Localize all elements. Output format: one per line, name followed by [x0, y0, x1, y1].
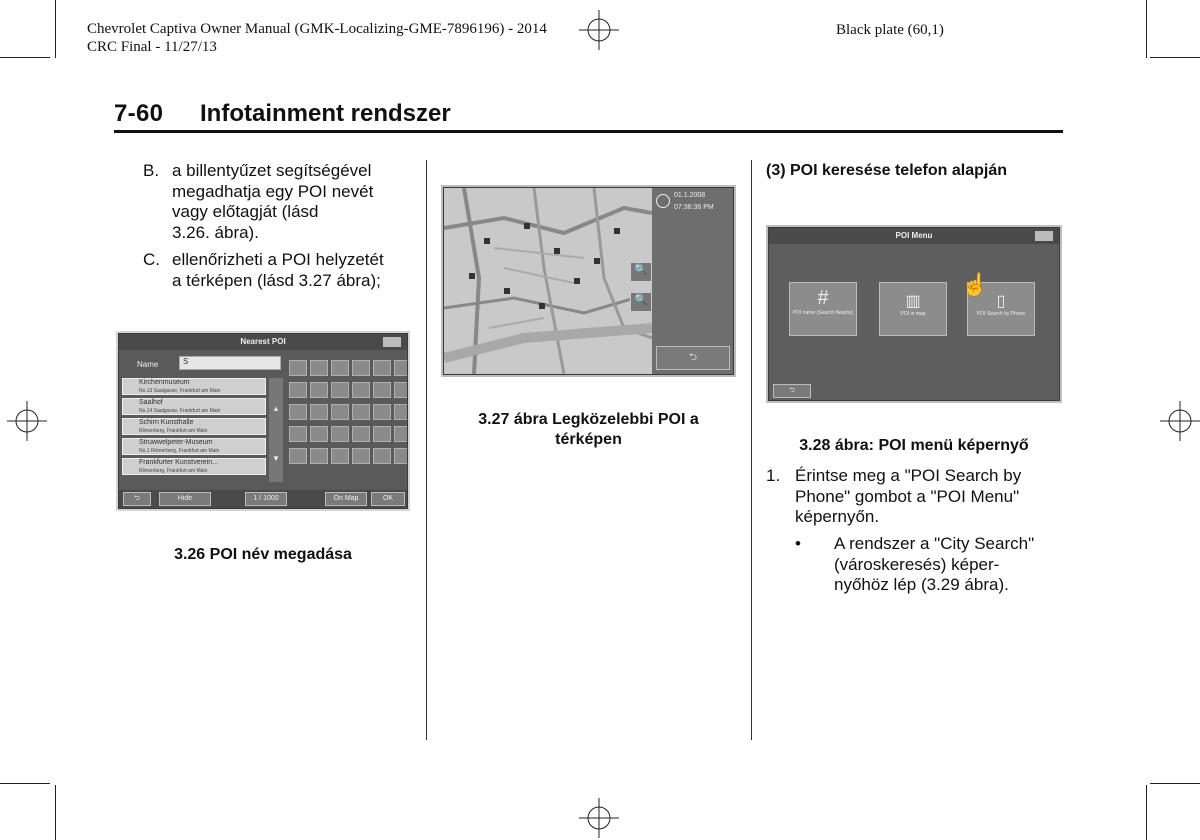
column-divider [751, 160, 752, 740]
text-line: nyőhöz lép (3.29 ábra). [834, 575, 1009, 594]
list-item[interactable]: Saalhof No.14 Saalgasse, Frankfurt am Main [122, 398, 266, 415]
list-item-c-letter: C. [143, 250, 160, 269]
list-item[interactable]: Struwwelpeter-Museum No.1 Römerberg, Frankfurt am Main [122, 438, 266, 455]
result-count: 1 / 1000 [245, 492, 287, 506]
key[interactable] [394, 448, 408, 464]
registration-mark-icon [579, 10, 619, 50]
column-divider [426, 160, 427, 740]
button-label: POI Search by Phone [976, 311, 1026, 317]
back-button[interactable]: ⮌ [656, 346, 730, 370]
back-button[interactable]: ⮌ [773, 384, 811, 398]
figure-poi-name-entry [116, 331, 410, 511]
key[interactable] [310, 382, 328, 398]
key[interactable] [352, 404, 370, 420]
key[interactable] [394, 360, 408, 376]
key[interactable] [331, 382, 349, 398]
header-meta [87, 20, 547, 56]
screen-nearest-poi [118, 333, 408, 509]
crop-mark [0, 783, 50, 784]
settings-icon [383, 337, 401, 347]
on-map-button[interactable]: On Map [325, 492, 367, 506]
text-line: megadhatja egy POI nevét [172, 181, 374, 201]
key[interactable] [394, 382, 408, 398]
text-line: 3.26. ábra). [172, 222, 259, 242]
map-canvas[interactable] [444, 188, 652, 374]
key[interactable] [352, 360, 370, 376]
figure-caption-3-26: 3.26 POI név megadása [174, 546, 352, 563]
crop-mark [1150, 783, 1200, 784]
screen-map [443, 187, 734, 375]
text-line: A rendszer a "City Search" [834, 534, 1035, 553]
crop-mark [0, 57, 50, 58]
key[interactable] [352, 448, 370, 464]
list-item-c [172, 250, 384, 291]
zoom-out-icon[interactable]: 🔍 [630, 292, 652, 312]
map-side-panel [652, 188, 733, 374]
key[interactable] [331, 448, 349, 464]
figure-poi-menu [766, 225, 1062, 403]
key[interactable] [373, 382, 391, 398]
key[interactable] [289, 448, 307, 464]
text-line: a térképen (lásd 3.27 ábra); [172, 270, 381, 290]
keyboard [289, 360, 408, 464]
key[interactable] [373, 426, 391, 442]
bullet-text [834, 534, 1034, 596]
crop-mark [1146, 0, 1147, 58]
caption-line: 3.27 ábra Legközelebbi POI a [478, 411, 699, 428]
key[interactable] [394, 426, 408, 442]
phone-icon: ▯ [996, 293, 1006, 310]
screen-title: POI Menu [895, 231, 933, 240]
step-text [795, 466, 1021, 528]
key[interactable] [310, 426, 328, 442]
text-line: ellenőrizheti a POI helyzetét [172, 250, 384, 269]
registration-mark-icon [1160, 401, 1200, 441]
key[interactable] [331, 360, 349, 376]
key[interactable] [289, 382, 307, 398]
screen-bottom-bar [119, 490, 407, 508]
crop-mark [55, 785, 56, 840]
list-item-b [172, 161, 373, 243]
ok-button[interactable]: OK [371, 492, 405, 506]
key[interactable] [289, 404, 307, 420]
screen-title-bar [119, 334, 407, 350]
list-item[interactable]: Frankfurter Kunstverein... Römerberg, Frankfurt am Main [122, 458, 266, 475]
key[interactable] [289, 426, 307, 442]
name-label: Name [137, 360, 159, 369]
crop-mark [1150, 57, 1200, 58]
key[interactable] [310, 404, 328, 420]
map-icon: ▥ [905, 293, 921, 310]
screen-poi-menu [768, 227, 1060, 401]
settings-icon [1035, 231, 1053, 241]
heading-rule [114, 130, 1063, 133]
section-title: Infotainment rendszer [200, 100, 451, 127]
header-plate: Black plate (60,1) [836, 22, 944, 38]
key[interactable] [352, 426, 370, 442]
keypad-icon: # [817, 287, 829, 309]
step-number: 1. [766, 466, 781, 485]
text-line: vagy előtagját (lásd [172, 202, 319, 221]
figure-caption-3-27 [441, 410, 736, 450]
text-line: képernyőn. [795, 507, 880, 526]
key[interactable] [373, 404, 391, 420]
key[interactable] [289, 360, 307, 376]
figure-caption-3-28: 3.28 ábra: POI menü képernyő [799, 437, 1029, 454]
button-label: POI name (Search Nearby) [792, 310, 854, 316]
screen-title-bar [769, 228, 1059, 244]
key[interactable] [373, 360, 391, 376]
subsection-heading: (3) POI keresése telefon alapján [766, 162, 1007, 179]
poi-list [122, 378, 266, 478]
key[interactable] [310, 448, 328, 464]
header-line-2: CRC Final - 11/27/13 [87, 39, 217, 55]
poi-in-map-button[interactable] [879, 282, 947, 336]
map-date: 01.1.2008 [674, 192, 706, 199]
key[interactable] [331, 404, 349, 420]
back-button[interactable]: ⮌ [123, 492, 151, 506]
name-input[interactable]: S [179, 356, 281, 370]
text-line: Érintse meg a "POI Search by [795, 466, 1022, 485]
scroll-down-icon[interactable]: ▼ [272, 454, 280, 463]
key[interactable] [331, 426, 349, 442]
crop-mark [55, 0, 56, 58]
list-item[interactable]: Kirchenmuseum No.13 Saalgasse, Frankfurt am Main [122, 378, 266, 395]
text-line: (városkeresés) képer- [834, 554, 1000, 574]
key[interactable] [310, 360, 328, 376]
map-time: 07:36:36 PM [674, 204, 714, 211]
crop-mark [1146, 785, 1147, 840]
scroll-up-icon[interactable]: ▲ [272, 404, 280, 413]
list-item[interactable]: Schirn Kunsthalle Römerberg, Frankfurt am Main [122, 418, 266, 435]
bullet-icon: • [795, 534, 801, 553]
page-number: 7-60 [114, 100, 164, 127]
poi-name-search-button[interactable] [789, 282, 857, 336]
text-line: a billentyűzet segítségével [172, 161, 372, 180]
caption-line: térképen [555, 431, 622, 448]
hand-pointer-icon: ☝ [961, 272, 989, 297]
screen-title: Nearest POI [240, 337, 286, 346]
key[interactable] [373, 448, 391, 464]
hide-button[interactable]: Hide [159, 492, 211, 506]
clock-icon [656, 194, 670, 208]
figure-poi-on-map [441, 185, 736, 377]
list-item-b-letter: B. [143, 161, 160, 180]
registration-mark-icon [7, 401, 47, 441]
list-scrollbar[interactable] [269, 378, 283, 482]
header-line-1: Chevrolet Captiva Owner Manual (GMK-Localizing-GME-7896196) - 2014 [87, 21, 547, 37]
key[interactable] [394, 404, 408, 420]
button-label: POI in map [900, 311, 926, 317]
text-line: Phone" gombot a "POI Menu" [795, 486, 1020, 506]
key[interactable] [352, 382, 370, 398]
zoom-in-icon[interactable]: 🔍 [630, 262, 652, 282]
registration-mark-icon [579, 798, 619, 838]
